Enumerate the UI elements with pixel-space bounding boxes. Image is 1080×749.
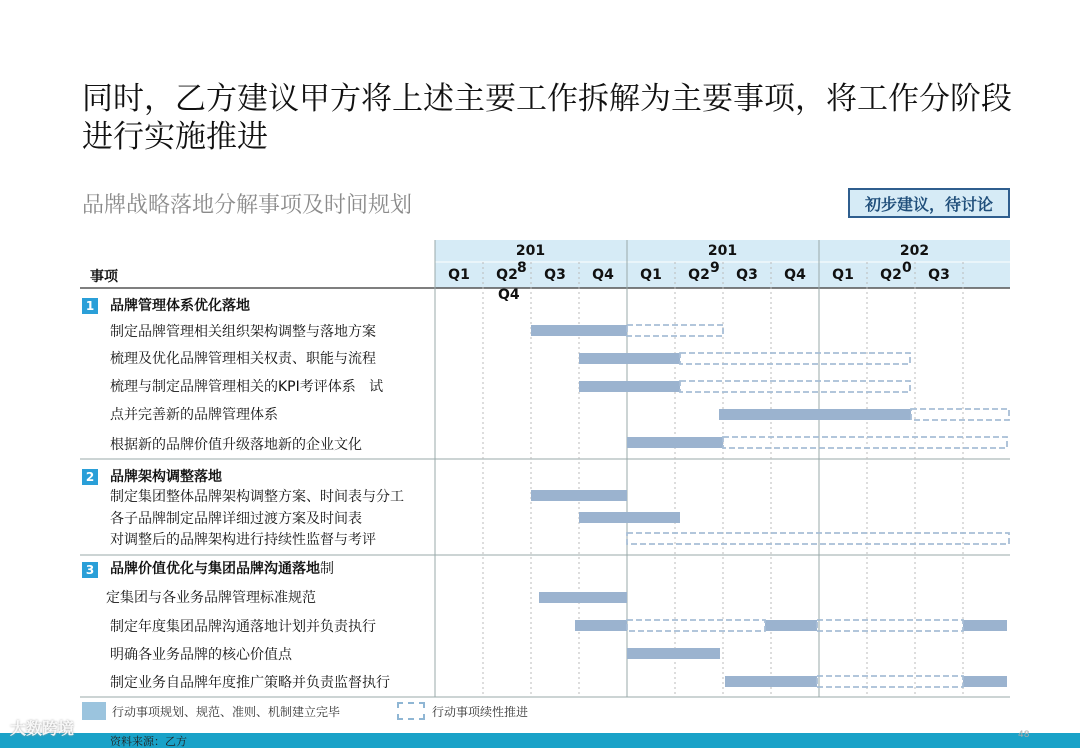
legend-solid-swatch [82, 702, 106, 720]
bar-2-2 [579, 512, 680, 523]
status-badge: 初步建议，待讨论 [848, 188, 1010, 218]
legend-dashed-swatch [397, 702, 425, 720]
dash-1-3 [680, 381, 910, 392]
bar-3-2b [765, 620, 817, 631]
section-number-3: 3 [82, 562, 98, 578]
bar-3-4b [963, 676, 1007, 687]
page-title: 同时，乙方建议甲方将上述主要工作拆解为主要事项，将工作分阶段进行实施推进 [82, 81, 1012, 155]
year-suffix-1: 8 [517, 260, 527, 276]
section-number-2: 2 [82, 469, 98, 485]
bar-1-3 [579, 381, 680, 392]
task-row: 梳理及优化品牌管理相关权责、职能与流程 [110, 351, 376, 367]
bar-1-4 [719, 409, 911, 420]
year-suffix-3: 0 [902, 260, 912, 276]
section-label-1: 品牌管理体系优化落地 [110, 298, 250, 314]
quarter-header: Q2 [880, 267, 902, 283]
dash-3-2b [817, 620, 963, 631]
dashed-bars [627, 325, 1009, 687]
quarter-header: Q2 [496, 267, 518, 283]
task-row: 制定业务自品牌年度推广策略并负责监督执行 [110, 675, 390, 691]
task-row: 制定年度集团品牌沟通落地计划并负责执行 [110, 619, 376, 635]
task-row: 对调整后的品牌架构进行持续性监督与考评 [110, 532, 376, 548]
quarter-header: Q4 [784, 267, 806, 283]
task-row: 制定集团整体品牌架构调整方案、时间表与分工 [110, 489, 404, 505]
section-label-2: 品牌架构调整落地 [110, 469, 222, 485]
stray-q4-label: Q4 [498, 287, 520, 303]
bar-1-2 [579, 353, 680, 364]
dash-1-1 [627, 325, 723, 336]
year-header-2: 201 [707, 243, 738, 259]
page-subtitle: 品牌战略落地分解事项及时间规划 [82, 193, 413, 218]
task-row: 制定品牌管理相关组织架构调整与落地方案 [110, 324, 376, 340]
dash-2-3 [627, 533, 1009, 544]
dash-1-4 [911, 409, 1009, 420]
year-suffix-2: 9 [710, 260, 720, 276]
quarter-header: Q3 [928, 267, 950, 283]
solid-bars [531, 325, 1007, 687]
dash-1-5 [723, 437, 1007, 448]
quarter-header: Q4 [592, 267, 614, 283]
bar-2-1 [531, 490, 627, 501]
section-label-3-text: 品牌价值优化与集团品牌沟通落地 [110, 561, 320, 577]
task-row: 根据新的品牌价值升级落地新的企业文化 [110, 437, 362, 453]
task-row: 定集团与各业务品牌管理标准规范 [106, 590, 316, 606]
section-label-3 [110, 560, 334, 578]
item-column-header: 事项 [90, 269, 118, 285]
task-row: 梳理与制定品牌管理相关的KPI考评体系 试 [110, 379, 384, 395]
bar-3-1 [539, 592, 627, 603]
year-header-1: 201 [515, 243, 546, 259]
quarter-header: Q1 [832, 267, 854, 283]
page-number: 48 [1018, 730, 1030, 740]
task-row: 各子品牌制定品牌详细过渡方案及时间表 [110, 511, 362, 527]
bar-1-5 [627, 437, 723, 448]
section-label-3-tail: 制 [320, 561, 334, 577]
quarter-header: Q1 [448, 267, 470, 283]
watermark-logo: 大数跨境 [10, 719, 75, 738]
dash-3-2a [627, 620, 765, 631]
task-row: 点并完善新的品牌管理体系 [110, 407, 278, 423]
section-number-1: 1 [82, 298, 98, 314]
bar-1-1 [531, 325, 627, 336]
quarter-header: Q3 [544, 267, 566, 283]
bar-3-3 [627, 648, 720, 659]
quarter-header: Q2 [688, 267, 710, 283]
legend-solid-label: 行动事项规划、规范、准则、机制建立完毕 [112, 705, 341, 719]
bar-3-2c [963, 620, 1007, 631]
quarter-header: Q3 [736, 267, 758, 283]
quarter-header: Q1 [640, 267, 662, 283]
task-row: 明确各业务品牌的核心价值点 [110, 647, 292, 663]
bar-3-4a [725, 676, 817, 687]
dash-1-2 [680, 353, 910, 364]
legend-dashed-label: 行动事项续性推进 [432, 705, 529, 719]
source-note: 资料来源：乙方 [110, 735, 187, 748]
year-header-3: 202 [899, 243, 930, 259]
bar-3-2a [575, 620, 627, 631]
dash-3-4 [817, 676, 963, 687]
